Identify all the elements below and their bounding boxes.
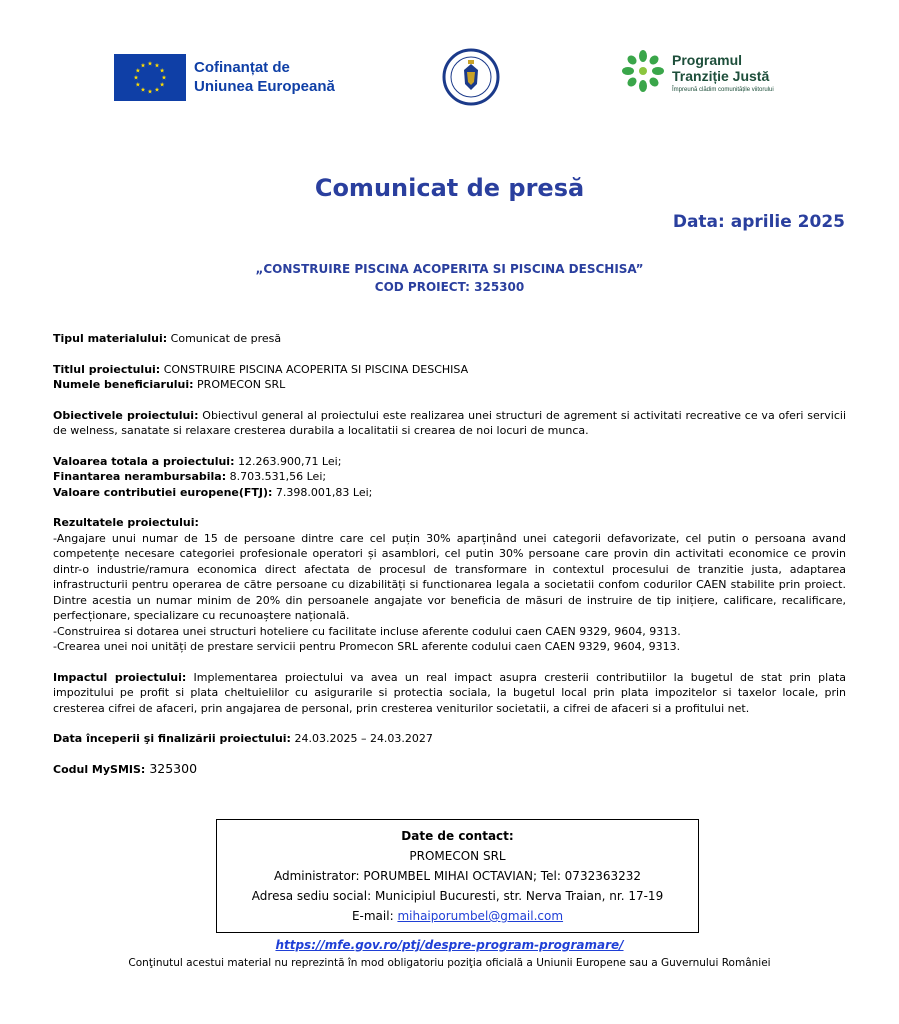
material-type-value: Comunicat de presă bbox=[167, 332, 282, 345]
total-value-amount: 12.263.900,71 Lei; bbox=[234, 454, 342, 468]
project-heading bbox=[0, 260, 899, 296]
ptj-flower-logo bbox=[620, 48, 666, 94]
dates-row bbox=[53, 731, 846, 747]
eu-contribution-amount: 7.398.001,83 Lei; bbox=[272, 485, 373, 499]
beneficiary-label: Numele beneficiarului: bbox=[53, 378, 194, 391]
beneficiary-row bbox=[53, 377, 846, 393]
ptj-line-2: Tranziție Justă bbox=[672, 68, 770, 84]
project-title-row bbox=[53, 362, 846, 378]
mysmis-value: 325300 bbox=[145, 760, 198, 776]
impact-value: Implementarea proiectului va avea un real impact asupra cresterii contributiilor la bugetul de stat prin plata impozitului pe profit si plata cheltuielilor cu asigurarile si protectia sociala, la bugetul local prin plata impozitelor si taxelor locale, prin cresterea cifrei de afaceri, prin angajarea de personal, prin cresterea veniturilor societatii, a cifrei de afaceri si a profitului net. bbox=[53, 670, 846, 715]
eu-flag-logo bbox=[114, 54, 186, 101]
ptj-line-1: Programul bbox=[672, 52, 743, 68]
government-seal-logo bbox=[442, 48, 500, 106]
results-item-1: -Angajare unui numar de 15 de persoane dintre care cel puțin 30% aparținând unei categorii defavorizate, cel putin o persoana avand competențe necesare categoriei profesionale operatori și asamblori, cel putin 30% persoane care provin din activitati economice ce provin dintr-o industrie/ramura economica direct afectata de procesul de transformare in contextul procesului de tranzitie justa, adaptarea infrastructurii pentru operarea de către persoane cu dizabilități si functionarea legala a societatii confom codurilor CAEN stabilite prin proiect. Dintre acestia un numar minim de 20% din persoanele angajate vor beneficia de măsuri de instruire de tip inițiere, calificare, recalificare, perfecționare, specializare cu recunoaștere națională. bbox=[53, 531, 846, 622]
grant-label: Finantarea nerambursabila: bbox=[53, 470, 227, 483]
material-type-row bbox=[53, 331, 846, 347]
results-heading bbox=[53, 515, 846, 531]
project-title-label: Titlul proiectului: bbox=[53, 362, 161, 376]
program-url-link[interactable]: https://mfe.gov.ro/ptj/despre-program-programare/ bbox=[275, 938, 624, 952]
objectives-value: Obiectivul general al proiectului este realizarea unei structuri de agrement si activitati recreative ce va oferi servicii de welness, sanatate si relaxare cresterea durabila a localitatii si crearea de noi locuri de munca. bbox=[53, 408, 846, 437]
impact-row bbox=[53, 670, 846, 717]
contact-email-link[interactable]: mihaiporumbel@gmail.com bbox=[397, 909, 564, 923]
mysmis-row bbox=[53, 761, 846, 778]
dates-label: Data începerii şi finalizării proiectului: bbox=[53, 732, 291, 745]
mysmis-label: Codul MySMIS: bbox=[53, 762, 146, 776]
impact-label: Impactul proiectului: bbox=[53, 670, 187, 684]
contact-box bbox=[216, 819, 699, 933]
grant-row bbox=[53, 469, 846, 485]
contact-address: Adresa sediu social: Municipiul Bucuresti, str. Nerva Traian, nr. 17-19 bbox=[251, 889, 664, 903]
romania-coat-of-arms-icon bbox=[442, 48, 500, 106]
disclaimer-text: Conţinutul acestui material nu reprezintă în mod obligatoriu poziţia oficială a Uniunii Europene sau a Guvernului României bbox=[128, 957, 771, 969]
eu-stars-icon bbox=[114, 54, 186, 101]
tree-leaves-icon bbox=[620, 48, 666, 94]
contact-email-row bbox=[217, 906, 698, 926]
eu-line-1: Cofinanțat de bbox=[194, 59, 290, 76]
eu-contribution-row bbox=[53, 485, 846, 501]
material-type-label: Tipul materialului: bbox=[53, 332, 168, 345]
project-title-value: CONSTRUIRE PISCINA ACOPERITA SI PISCINA DESCHISA bbox=[160, 362, 469, 376]
page-title: Comunicat de presă bbox=[314, 174, 585, 202]
eu-cofinanced-text bbox=[194, 58, 335, 96]
project-title-line: „CONSTRUIRE PISCINA ACOPERITA SI PISCINA DESCHISA” bbox=[255, 262, 644, 276]
results-item-3: -Crearea unei noi unități de prestare servicii pentru Promecon SRL aferente codului caen CAEN 9329, 9604, 9313. bbox=[53, 640, 681, 653]
objectives-label: Obiectivele proiectului: bbox=[53, 408, 199, 422]
eu-contribution-label: Valoare contributiei europene(FTJ): bbox=[53, 485, 273, 499]
contact-heading: Date de contact: bbox=[401, 829, 514, 843]
grant-amount: 8.703.531,56 Lei; bbox=[226, 470, 327, 483]
program-url-row bbox=[0, 938, 899, 952]
ptj-tagline: Împreună clădim comunitățile viitorului bbox=[672, 87, 774, 93]
project-code-line: COD PROIECT: 325300 bbox=[374, 280, 525, 294]
eu-line-2: Uniunea Europeană bbox=[194, 78, 335, 95]
contact-company: PROMECON SRL bbox=[409, 849, 506, 863]
contact-email-label: E-mail: bbox=[351, 909, 398, 923]
results-label: Rezultatele proiectului: bbox=[53, 516, 199, 529]
results-item-2: -Construirea si dotarea unei structuri hoteliere cu facilitate incluse aferente codului caen CAEN 9329, 9604, 9313. bbox=[53, 624, 681, 638]
dates-value: 24.03.2025 – 24.03.2027 bbox=[290, 732, 433, 745]
ptj-program-text bbox=[672, 52, 774, 94]
beneficiary-value: PROMECON SRL bbox=[193, 378, 286, 391]
total-value-label: Valoarea totala a proiectului: bbox=[53, 454, 235, 468]
objectives-row bbox=[53, 408, 846, 439]
contact-admin: Administrator: PORUMBEL MIHAI OCTAVIAN; Tel: 0732363232 bbox=[273, 869, 642, 883]
total-value-row bbox=[53, 454, 846, 470]
press-release-body bbox=[53, 331, 846, 777]
release-date: Data: aprilie 2025 bbox=[672, 212, 845, 232]
